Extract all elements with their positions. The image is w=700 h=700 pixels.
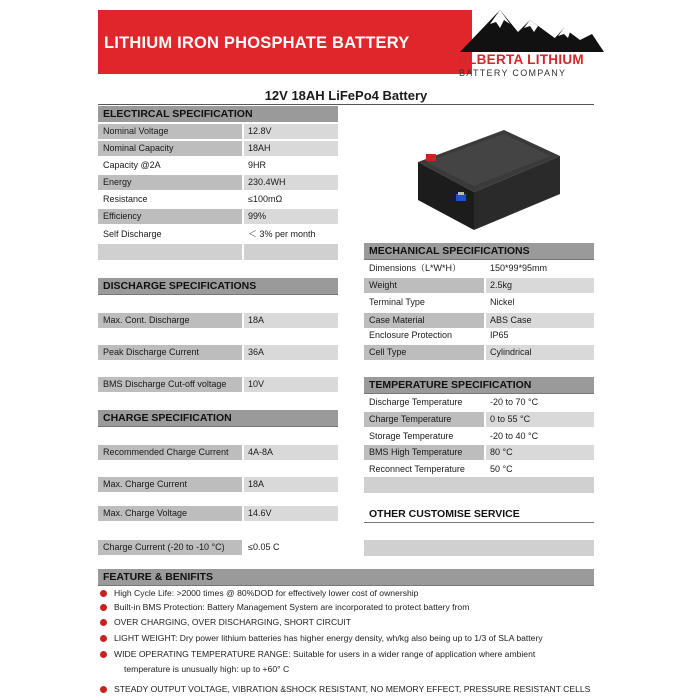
mountain-logo-icon	[452, 6, 604, 56]
blank-cell	[244, 244, 338, 260]
charge-label: Max. Charge Voltage	[98, 506, 242, 521]
feature-item: WIDE OPERATING TEMPERATURE RANGE: Suitable for users in a wider range of application where ambient	[114, 649, 536, 659]
mechanical-value: Cylindrical	[486, 345, 594, 360]
mechanical-value: 2.5kg	[486, 278, 594, 293]
temperature-value: 50 °C	[490, 464, 513, 474]
charge-heading: CHARGE SPECIFICATION	[98, 410, 338, 426]
temperature-value: 80 °C	[486, 445, 594, 460]
product-title: 12V 18AH LiFePo4 Battery	[264, 88, 428, 103]
mechanical-value: 150*99*95mm	[490, 263, 548, 273]
electrical-value: 18AH	[244, 141, 338, 156]
discharge-heading: DISCHARGE SPECIFICATIONS	[98, 278, 338, 294]
section-divider	[364, 259, 594, 260]
discharge-label: BMS Discharge Cut-off voltage	[98, 377, 242, 392]
electrical-value: ≤100mΩ	[248, 194, 283, 204]
features-heading: FEATURE & BENIFITS	[98, 569, 594, 585]
temperature-label: Reconnect Temperature	[369, 464, 465, 474]
charge-value: ≤0.05 C	[248, 542, 280, 552]
electrical-value: 12.8V	[244, 124, 338, 139]
charge-label: Charge Current (-20 to -10 °C)	[98, 540, 242, 555]
temperature-heading: TEMPERATURE SPECIFICATION	[364, 377, 594, 393]
temperature-value: -20 to 40 °C	[490, 431, 539, 441]
temperature-label: Charge Temperature	[364, 412, 484, 427]
mechanical-value: Nickel	[490, 297, 515, 307]
temperature-label: Discharge Temperature	[369, 397, 463, 407]
battery-product-image	[396, 118, 566, 238]
electrical-label: Efficiency	[98, 209, 242, 224]
blank-cell	[364, 540, 594, 556]
feature-item: LIGHT WEIGHT: Dry power lithium batteries has higher energy density, wh/kg also being up to 1/3 of SLA battery	[114, 633, 543, 643]
charge-value: 4A-8A	[244, 445, 338, 460]
charge-label: Recommended Charge Current	[98, 445, 242, 460]
electrical-label: Energy	[98, 175, 242, 190]
brand-name: ALBERTA LITHIUM	[458, 52, 584, 67]
electrical-value: ＜ 3% per month	[248, 229, 316, 239]
charge-label: Max. Charge Current	[98, 477, 242, 492]
electrical-value: 230.4WH	[244, 175, 338, 190]
temperature-label: BMS High Temperature	[364, 445, 484, 460]
discharge-label: Max. Cont. Discharge	[98, 313, 242, 328]
temperature-label: Storage Temperature	[369, 431, 454, 441]
section-divider	[98, 426, 338, 427]
feature-item: OVER CHARGING, OVER DISCHARGING, SHORT CIRCUIT	[114, 617, 351, 627]
discharge-value: 10V	[244, 377, 338, 392]
discharge-label: Peak Discharge Current	[98, 345, 242, 360]
blank-cell	[364, 477, 594, 493]
charge-value: 18A	[244, 477, 338, 492]
mechanical-label: Dimensions（L*W*H）	[369, 263, 462, 273]
electrical-heading: ELECTIRCAL SPECIFICATION	[98, 106, 338, 122]
electrical-label: Nominal Voltage	[98, 124, 242, 139]
section-divider	[98, 585, 594, 586]
electrical-label: Capacity @2A	[103, 160, 161, 170]
mechanical-label: Weight	[364, 278, 484, 293]
mechanical-heading: MECHANICAL SPECIFICATIONS	[364, 243, 594, 259]
feature-item: High Cycle Life: >2000 times @ 80%DOD for effectively lower cost of ownership	[114, 588, 419, 598]
mechanical-value: ABS Case	[486, 313, 594, 328]
mechanical-label: Enclosure Protection	[369, 330, 453, 340]
discharge-value: 18A	[244, 313, 338, 328]
discharge-value: 36A	[244, 345, 338, 360]
charge-value: 14.6V	[244, 506, 338, 521]
mechanical-label: Case Material	[364, 313, 484, 328]
mechanical-value: IP65	[490, 330, 509, 340]
title-banner	[98, 10, 472, 74]
section-divider	[364, 393, 594, 394]
temperature-value: 0 to 55 °C	[486, 412, 594, 427]
electrical-label: Nominal Capacity	[98, 141, 242, 156]
banner-title: LITHIUM IRON PHOSPHATE BATTERY	[104, 34, 410, 52]
feature-item: Built-in BMS Protection: Battery Management System are incorporated to protect battery from	[114, 602, 470, 612]
section-divider	[98, 294, 338, 295]
mechanical-label: Cell Type	[364, 345, 484, 360]
electrical-label: Resistance	[103, 194, 148, 204]
feature-item: STEADY OUTPUT VOLTAGE, VIBRATION &SHOCK RESISTANT, NO MEMORY EFFECT, PRESSURE RESISTANT CELLS	[114, 684, 591, 694]
title-divider	[98, 104, 594, 105]
feature-item-continued: temperature is unusually high: up to +60° C	[124, 664, 290, 674]
temperature-value: -20 to 70 °C	[490, 397, 539, 407]
electrical-value: 9HR	[248, 160, 267, 170]
mechanical-label: Terminal Type	[369, 297, 425, 307]
electrical-value: 99%	[244, 209, 338, 224]
brand-subtitle: BATTERY COMPANY	[459, 68, 567, 78]
blank-cell	[98, 244, 242, 260]
brand-logo	[452, 6, 604, 80]
other-service-heading: OTHER CUSTOMISE SERVICE	[369, 508, 520, 520]
electrical-label: Self Discharge	[103, 229, 162, 239]
section-divider	[364, 522, 594, 523]
